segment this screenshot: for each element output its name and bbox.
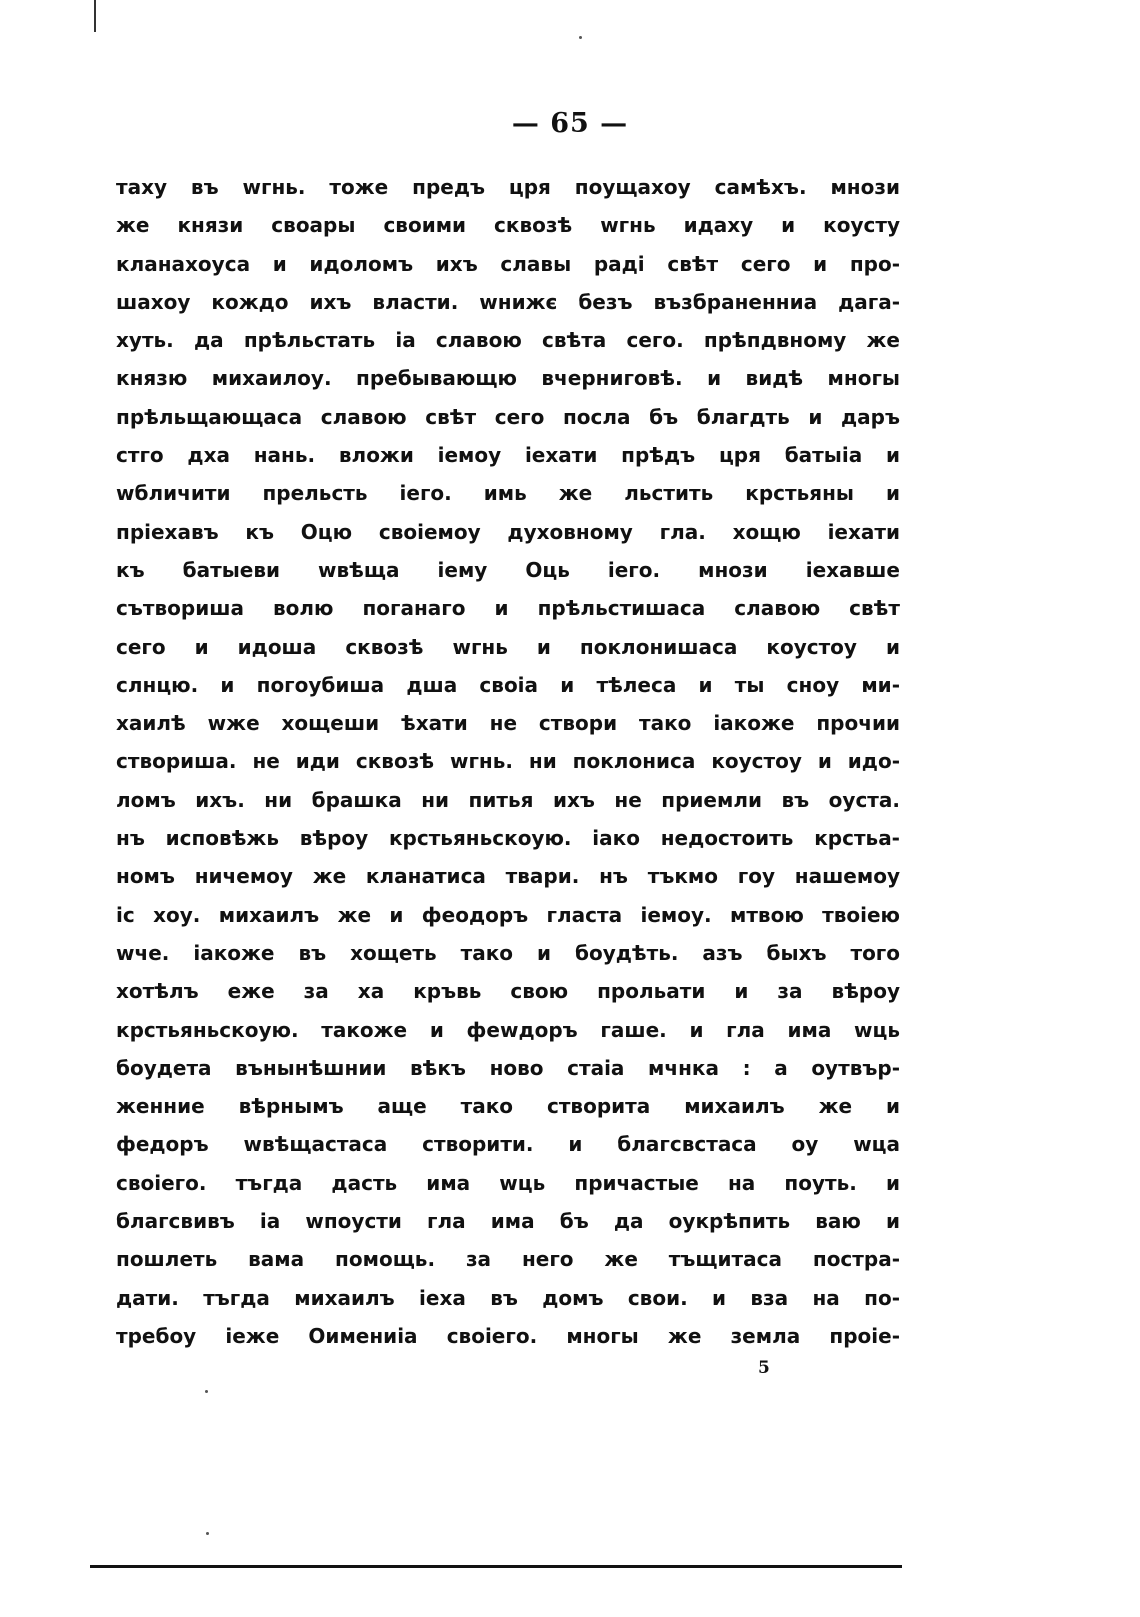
text-line: wбличити прельсть iего. имь же льстить крстьяны и bbox=[116, 481, 900, 506]
text-line: благсвивъ iа wпоусти гла има бъ да оукрѣпить ваю и bbox=[116, 1209, 900, 1234]
page-number: — 65 — bbox=[511, 108, 629, 139]
text-line: хуть. да прѣльстать iа славою свѣта сего. прѣпдвному же bbox=[116, 328, 900, 353]
scan-speck bbox=[206, 1532, 209, 1535]
text-line: таху въ wгнь. тоже предъ цря поущахоу самѣхъ. мнози bbox=[116, 175, 900, 199]
text-line: своiего. тъгда дасть има wць причастые на поуть. и bbox=[116, 1170, 900, 1195]
text-line: крстьяньскоую. такоже и феwдоръ гаше. и гла има wць bbox=[116, 1017, 900, 1042]
text-line: нъ исповѣжь вѣроу крстьяньскоую. iако недостоить крстьа- bbox=[116, 826, 900, 851]
text-line: ломъ ихъ. ни брашка ни питья ихъ не приемли въ оуста. bbox=[116, 787, 900, 812]
signature-mark: 5 bbox=[758, 1358, 770, 1378]
text-line: wче. iакоже въ хощеть тако и боудѣть. азъ быхъ того bbox=[116, 940, 900, 965]
text-line: номъ ничемоу же кланатиса твари. нъ тъкмо гоу нашемоу bbox=[116, 864, 900, 889]
text-line: кланахоуса и идоломъ ихъ славы раді свѣт сего и про- bbox=[116, 251, 900, 276]
text-line: пріехавъ къ Оцю своiемоу духовному гла. хощю iехати bbox=[116, 519, 900, 544]
text-line: хаилѣ wже хощеши ѣхати не створи тако iакоже прочии bbox=[116, 711, 900, 736]
text-line: іс хоу. михаилъ же и феодоръ гласта iемоу. мтвою твоiею bbox=[116, 902, 900, 927]
text-line: требоу iеже Оимениiа своiего. многы же земла проiе- bbox=[116, 1323, 900, 1348]
text-line: прѣльщающаса славою свѣт сего посла бъ благдть и даръ bbox=[116, 404, 900, 429]
text-line: къ батыеви wвѣща iему Оць iего. мнози iехавше bbox=[116, 557, 900, 582]
text-line: пошлеть вама помощь. за него же тъщитаса постра- bbox=[116, 1247, 900, 1272]
scan-speck bbox=[579, 36, 582, 39]
text-line: сътвориша волю поганаго и прѣльстишаса славою свѣт bbox=[116, 596, 900, 621]
text-line: шахоу кождо ихъ власти. wнижє безъ възбраненниa дагa- bbox=[116, 289, 900, 314]
text-line: боудета вънынѣшнии вѣкъ ново стаiа мчнка : а оутвър- bbox=[116, 1055, 900, 1080]
text-line: князю михаилоу. пребывающю вчерниговѣ. и видѣ многы bbox=[116, 366, 900, 391]
text-line: стго дха нань. вложи iемоу iехати прѣдъ цря батыiа и bbox=[116, 443, 900, 468]
text-line: сего и идоша сквозѣ wгнь и поклонишаса коустоу и bbox=[116, 634, 900, 659]
scan-edge-mark bbox=[94, 0, 96, 32]
text-line: створиша. не иди сквозѣ wгнь. ни поклониса коустоу и идо- bbox=[116, 749, 900, 774]
text-line: хотѣлъ еже за ха кръвь свою прольати и за вѣроу bbox=[116, 979, 900, 1004]
text-line: женние вѣрнымъ аще тако створита михаилъ же и bbox=[116, 1094, 900, 1119]
text-line: дати. тъгда михаилъ iеха въ домъ свои. и вза на по- bbox=[116, 1285, 900, 1310]
body-text bbox=[116, 168, 900, 1355]
footer-rule bbox=[90, 1565, 902, 1568]
scan-speck bbox=[205, 1390, 208, 1393]
text-line: федоръ wвѣщастаса створити. и благсвстаса оу wца bbox=[116, 1132, 900, 1157]
text-line: же князи своары своими сквозѣ wгнь идаху и коусту bbox=[116, 213, 900, 238]
text-line: слнцю. и погоубиша дша своiа и тѣлеса и ты сноу ми- bbox=[116, 672, 900, 697]
